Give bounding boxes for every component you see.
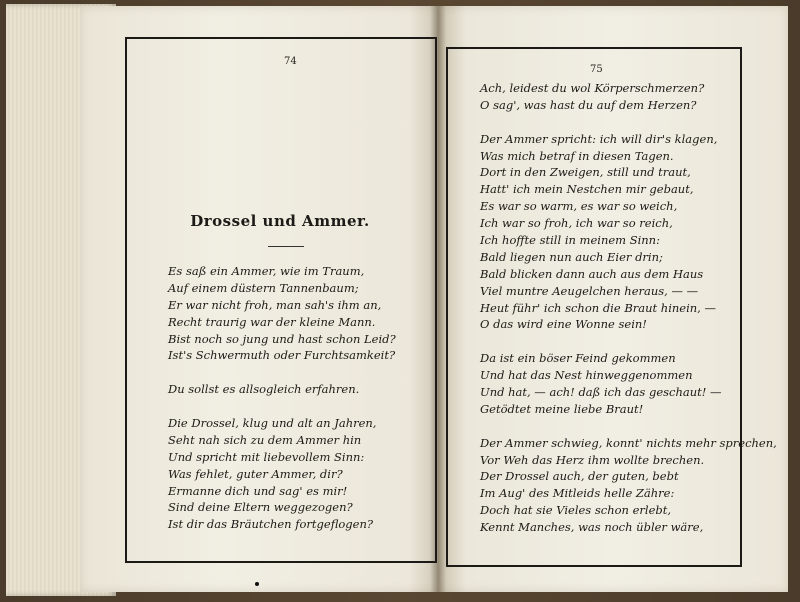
verse-line: Bald liegen nun auch Eier drin; [480, 249, 663, 264]
verse-line: Der Ammer spricht: ich will dir's klagen, [480, 131, 718, 146]
verse-line: Ermanne dich und sag' es mir! [168, 483, 348, 498]
verse-line: Dort in den Zweigen, still und traut, [480, 165, 691, 180]
stanza-break [480, 418, 777, 435]
verse-line: Viel muntre Aeugelchen heraus, — — [480, 283, 699, 298]
right-page-number: 75 [590, 64, 603, 75]
verse-line: Der Drossel auch, der guten, bebt [480, 469, 679, 484]
verse-line: O sag', was hast du auf dem Herzen? [480, 97, 697, 112]
stanza-break [480, 333, 777, 350]
stanza-break [168, 364, 396, 381]
verse-line: Bist noch so jung und hast schon Leid? [168, 331, 396, 346]
verse-line: Und spricht mit liebevollem Sinn: [168, 449, 365, 464]
verse-line: Was fehlet, guter Ammer, dir? [168, 466, 343, 481]
verse-line: Vor Weh das Herz ihm wollte brechen. [480, 452, 705, 467]
verse-line: Getödtet meine liebe Braut! [480, 401, 644, 416]
verse-line: Heut führ' ich schon die Braut hinein, — [480, 300, 716, 315]
verse-line: Und hat, — ach! daß ich das geschaut! — [480, 385, 722, 400]
left-page-number: 74 [284, 56, 297, 67]
verse-line: Die Drossel, klug und alt an Jahren, [168, 416, 377, 431]
verse-line: Hatt' ich mein Nestchen mir gebaut, [480, 182, 694, 197]
verse-line: Im Aug' des Mitleids helle Zähre: [480, 486, 675, 501]
verse-line: Es war so warm, es war so weich, [480, 199, 678, 214]
verse-line: Ich war so froh, ich war so reich, [480, 216, 673, 231]
stanza-break [168, 398, 396, 415]
verse-line: Und hat das Nest hinweggenommen [480, 368, 693, 383]
verse-line: Auf einem düstern Tannenbaum; [168, 280, 359, 295]
verse-line: O das wird eine Wonne sein! [480, 317, 647, 332]
verse-line: Kennt Manches, was noch übler wäre, [480, 520, 704, 535]
verse-line: Es saß ein Ammer, wie im Traum, [168, 264, 365, 278]
verse-line: Recht traurig war der kleine Mann. [168, 314, 376, 329]
verse-line: Ist's Schwermuth oder Furchtsamkeit? [168, 348, 396, 363]
left-page-verses [168, 263, 396, 533]
ink-spot [255, 582, 259, 586]
verse-line: Bald blicken dann auch aus dem Haus [480, 266, 704, 281]
verse-line: Er war nicht froh, man sah's ihm an, [168, 297, 382, 312]
poem-title: Drossel und Ammer. [190, 212, 370, 230]
verse-line: Der Ammer schwieg, konnt' nichts mehr sprechen, [480, 435, 777, 450]
verse-line: Ach, leidest du wol Körperschmerzen? [480, 81, 705, 95]
verse-line: Du sollst es allsogleich erfahren. [168, 382, 360, 397]
verse-line: Ist dir das Bräutchen fortgeflogen? [168, 517, 374, 532]
verse-line: Doch hat sie Vieles schon erlebt, [480, 503, 672, 518]
verse-line: Seht nah sich zu dem Ammer hin [168, 432, 362, 447]
verse-line: Ich hoffte still in meinem Sinn: [480, 233, 660, 248]
stanza-break [480, 114, 777, 131]
right-page-verses [480, 80, 777, 536]
verse-line: Was mich betraf in diesen Tagen. [480, 148, 674, 163]
verse-line: Da ist ein böser Feind gekommen [480, 351, 676, 366]
title-divider [268, 246, 304, 247]
verse-line: Sind deine Eltern weggezogen? [168, 500, 353, 515]
